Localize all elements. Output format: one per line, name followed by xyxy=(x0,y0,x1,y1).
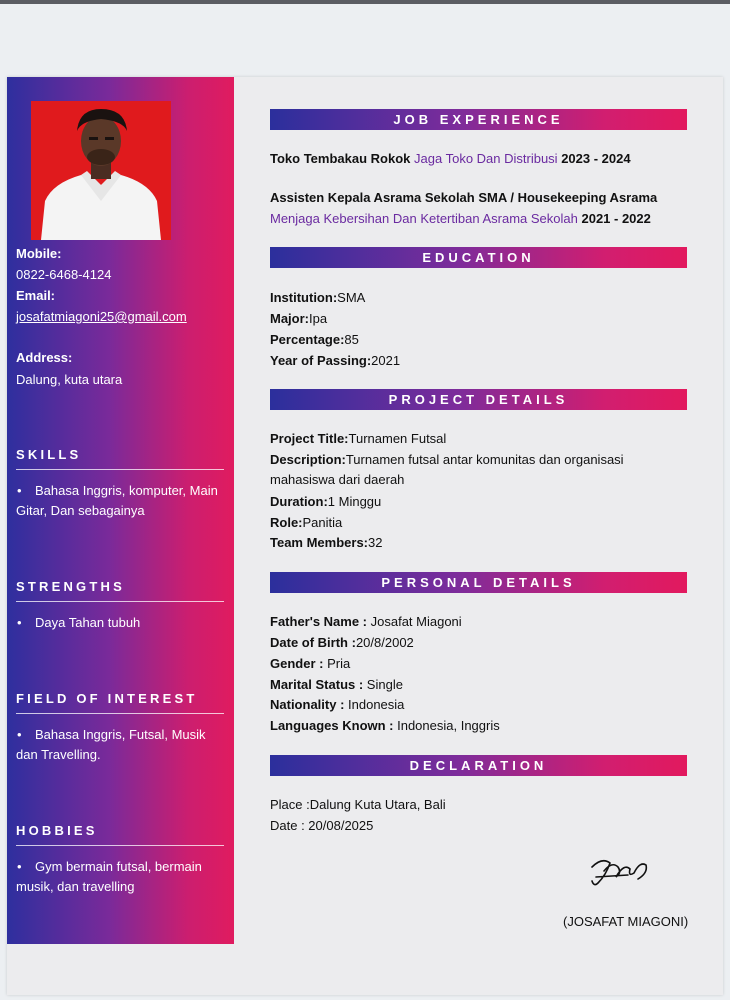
strengths-title: STRENGTHS xyxy=(16,579,224,602)
project-title-label: Project Title: xyxy=(270,431,349,446)
skills-list: • Bahasa Inggris, komputer, Main Gitar, Dan sebagainya xyxy=(16,483,218,518)
team-label: Team Members: xyxy=(270,535,369,550)
email-label: Email: xyxy=(16,288,56,303)
personal-marital xyxy=(270,677,403,692)
declaration-place: Place :Dalung Kuta Utara, Bali xyxy=(270,797,446,812)
project-details-header: PROJECT DETAILS xyxy=(270,389,687,410)
hobbies-line-1: Gym bermain futsal, bermain xyxy=(35,859,202,874)
personal-father xyxy=(270,614,462,629)
father-label: Father's Name : xyxy=(270,614,368,629)
mobile-label: Mobile: xyxy=(16,246,62,261)
skills-title: SKILLS xyxy=(16,447,224,470)
hobbies-line-2: musik, dan travelling xyxy=(16,879,135,894)
mobile-value: 0822-6468-4124 xyxy=(16,267,112,282)
project-duration xyxy=(270,494,381,509)
top-bar xyxy=(0,0,730,4)
marital-value: Single xyxy=(363,677,403,692)
project-description xyxy=(270,450,670,490)
strengths-line-1: Daya Tahan tubuh xyxy=(35,615,141,630)
interest-list: • Bahasa Inggris, Futsal, Musik dan Travelling. xyxy=(16,727,206,762)
job-2-place: Assisten Kepala Asrama Sekolah SMA / Housekeeping Asrama xyxy=(270,190,658,205)
job-1-years: 2023 - 2024 xyxy=(561,151,631,166)
description-value: Turnamen futsal antar komunitas dan organisasi mahasiswa dari daerah xyxy=(270,452,624,487)
percentage-label: Percentage: xyxy=(270,332,345,347)
major-label: Major: xyxy=(270,311,309,326)
education-header: EDUCATION xyxy=(270,247,687,268)
job-1-place: Toko Tembakau Rokok xyxy=(270,151,411,166)
interest-line-2: dan Travelling. xyxy=(16,747,101,762)
strengths-list: • Daya Tahan tubuh xyxy=(17,615,141,630)
project-title xyxy=(270,431,446,446)
percentage-value: 85 xyxy=(344,332,359,347)
project-role xyxy=(270,515,342,530)
institution-value: SMA xyxy=(337,290,366,305)
team-value: 32 xyxy=(368,535,383,550)
address-value: Dalung, kuta utara xyxy=(16,372,123,387)
email-link[interactable]: josafatmiagoni25@gmail.com xyxy=(16,309,187,324)
gender-value: Pria xyxy=(323,656,351,671)
dob-label: Date of Birth : xyxy=(270,635,356,650)
hobbies-title: HOBBIES xyxy=(16,823,224,846)
education-major xyxy=(270,311,327,326)
languages-label: Languages Known : xyxy=(270,718,394,733)
job-item-2-detail xyxy=(270,211,651,226)
declaration-header: DECLARATION xyxy=(270,755,687,776)
year-value: 2021 xyxy=(371,353,401,368)
job-item-2-place xyxy=(270,190,657,205)
personal-languages xyxy=(270,718,500,733)
skills-line-2: Gitar, Dan sebagainya xyxy=(16,503,145,518)
father-value: Josafat Miagoni xyxy=(367,614,462,629)
languages-value: Indonesia, Inggris xyxy=(393,718,500,733)
interest-title: FIELD OF INTEREST xyxy=(16,691,224,714)
major-value: Ipa xyxy=(309,311,328,326)
nationality-value: Indonesia xyxy=(344,697,405,712)
nationality-label: Nationality : xyxy=(270,697,345,712)
job-item-1 xyxy=(270,151,631,166)
role-value: Panitia xyxy=(302,515,343,530)
personal-gender xyxy=(270,656,350,671)
marital-label: Marital Status : xyxy=(270,677,364,692)
job-1-role: Jaga Toko Dan Distribusi xyxy=(414,151,558,166)
declaration-date: Date : 20/08/2025 xyxy=(270,818,374,833)
role-label: Role: xyxy=(270,515,303,530)
job-experience-header: JOB EXPERIENCE xyxy=(270,109,687,130)
year-label: Year of Passing: xyxy=(270,353,372,368)
skills-line-1: Bahasa Inggris, komputer, Main xyxy=(35,483,218,498)
institution-label: Institution: xyxy=(270,290,338,305)
hobbies-list: • Gym bermain futsal, bermain musik, dan travelling xyxy=(16,859,202,894)
personal-dob xyxy=(270,635,414,650)
personal-nationality xyxy=(270,697,404,712)
profile-photo xyxy=(31,101,171,240)
description-label: Description: xyxy=(270,452,346,467)
education-institution xyxy=(270,290,365,305)
project-team xyxy=(270,535,382,550)
job-2-years: 2021 - 2022 xyxy=(581,211,651,226)
duration-label: Duration: xyxy=(270,494,328,509)
sidebar xyxy=(7,77,234,944)
education-year xyxy=(270,353,400,368)
project-title-value: Turnamen Futsal xyxy=(348,431,447,446)
gender-label: Gender : xyxy=(270,656,324,671)
dob-value: 20/8/2002 xyxy=(355,635,414,650)
job-2-role: Menjaga Kebersihan Dan Ketertiban Asrama Sekolah xyxy=(270,211,578,226)
address-label: Address: xyxy=(16,350,73,365)
interest-line-1: Bahasa Inggris, Futsal, Musik xyxy=(35,727,206,742)
education-percentage xyxy=(270,332,359,347)
duration-value: 1 Minggu xyxy=(327,494,382,509)
signature-name: (JOSAFAT MIAGONI) xyxy=(563,914,689,929)
personal-details-header: PERSONAL DETAILS xyxy=(270,572,687,593)
signature-icon xyxy=(588,853,652,889)
